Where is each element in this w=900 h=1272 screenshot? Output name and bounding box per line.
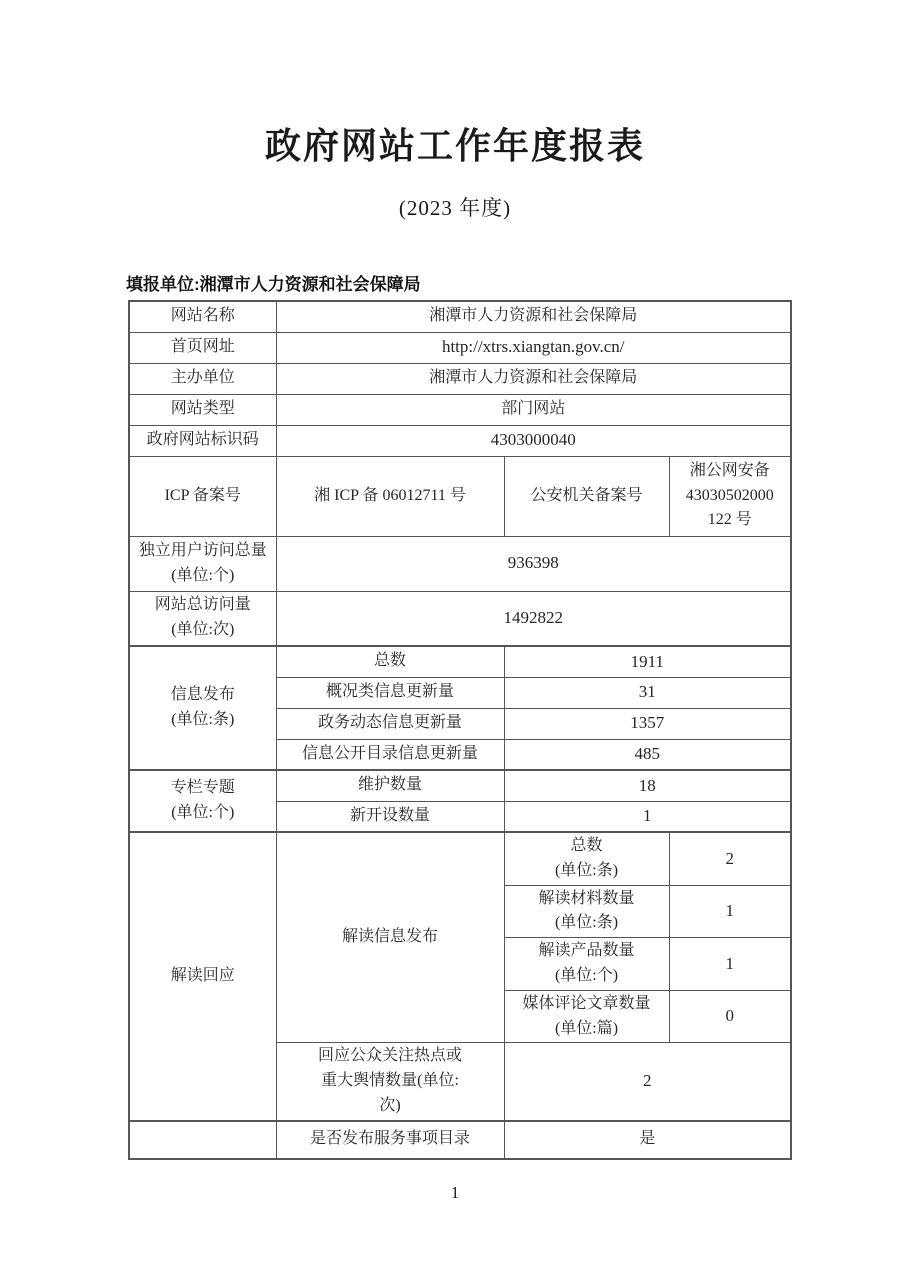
- report-title: 政府网站工作年度报表: [264, 125, 645, 166]
- table-row: [129, 301, 791, 332]
- home-url-value: http://xtrs.xiangtan.gov.cn/: [276, 332, 791, 363]
- police-record-value: 湘公网安备 43030502000 122 号: [669, 456, 791, 536]
- info-dynamics-value: 1357: [504, 708, 791, 739]
- interpretation-section-label: 解读回应: [129, 832, 276, 1121]
- site-name-value: 湘潭市人力资源和社会保障局: [276, 301, 791, 332]
- empty-cell: [129, 1121, 276, 1159]
- host-unit-value: 湘潭市人力资源和社会保障局: [276, 363, 791, 394]
- site-id-value: 4303000040: [276, 425, 791, 456]
- table-row: [129, 646, 791, 677]
- interp-media-label: 媒体评论文章数量 (单位:篇): [504, 990, 669, 1043]
- table-row: [129, 536, 791, 591]
- total-visits-value: 1492822: [276, 591, 791, 646]
- service-catalog-label: 是否发布服务事项目录: [276, 1121, 504, 1159]
- reporting-unit-value: 湘潭市人力资源和社会保障局: [199, 275, 421, 294]
- info-catalog-value: 485: [504, 739, 791, 770]
- unique-visitors-label: 独立用户访问总量(单位:个): [129, 536, 276, 591]
- interp-material-label: 解读材料数量 (单位:条): [504, 885, 669, 938]
- table-row: [129, 456, 791, 536]
- interp-media-value: 0: [669, 990, 791, 1043]
- table-row: [129, 332, 791, 363]
- info-overview-value: 31: [504, 677, 791, 708]
- special-columns-section-label: 专栏专题 (单位:个): [129, 770, 276, 832]
- info-total-label: 总数: [276, 646, 504, 677]
- unique-visitors-value: 936398: [276, 536, 791, 591]
- reporting-unit-line: [126, 270, 421, 295]
- reporting-unit-label: 填报单位:: [126, 275, 200, 294]
- interp-total-value: 2: [669, 832, 791, 885]
- table-row: [129, 770, 791, 801]
- site-type-label: 网站类型: [129, 394, 276, 425]
- info-overview-label: 概况类信息更新量: [276, 677, 504, 708]
- site-name-label: 网站名称: [129, 301, 276, 332]
- table-row: [129, 394, 791, 425]
- police-record-label: 公安机关备案号: [504, 456, 669, 536]
- table-row: [129, 363, 791, 394]
- hotspot-label: 回应公众关注热点或 重大舆情数量(单位: 次): [276, 1043, 504, 1121]
- interp-product-label: 解读产品数量 (单位:个): [504, 938, 669, 991]
- info-dynamics-label: 政务动态信息更新量: [276, 708, 504, 739]
- special-maintained-label: 维护数量: [276, 770, 504, 801]
- page-number: 1: [450, 1183, 460, 1202]
- table-row: [129, 832, 791, 885]
- interp-material-value: 1: [669, 885, 791, 938]
- site-id-label: 政府网站标识码: [129, 425, 276, 456]
- home-url-label: 首页网址: [129, 332, 276, 363]
- info-catalog-label: 信息公开目录信息更新量: [276, 739, 504, 770]
- special-maintained-value: 18: [504, 770, 791, 801]
- icp-label: ICP 备案号: [129, 456, 276, 536]
- hotspot-value: 2: [504, 1043, 791, 1121]
- info-total-value: 1911: [504, 646, 791, 677]
- special-new-value: 1: [504, 801, 791, 832]
- interpretation-publish-label: 解读信息发布: [276, 832, 504, 1043]
- service-catalog-value: 是: [504, 1121, 791, 1159]
- table-row: [129, 425, 791, 456]
- annual-report-table: [128, 300, 792, 1160]
- interp-total-label: 总数 (单位:条): [504, 832, 669, 885]
- report-year-subtitle: (2023 年度): [398, 196, 512, 220]
- table-row: [129, 1121, 791, 1159]
- site-type-value: 部门网站: [276, 394, 791, 425]
- interp-product-value: 1: [669, 938, 791, 991]
- info-publish-section-label: 信息发布 (单位:条): [129, 646, 276, 770]
- special-new-label: 新开设数量: [276, 801, 504, 832]
- total-visits-label: 网站总访问量 (单位:次): [129, 591, 276, 646]
- host-unit-label: 主办单位: [129, 363, 276, 394]
- icp-value: 湘 ICP 备 06012711 号: [276, 456, 504, 536]
- table-row: [129, 591, 791, 646]
